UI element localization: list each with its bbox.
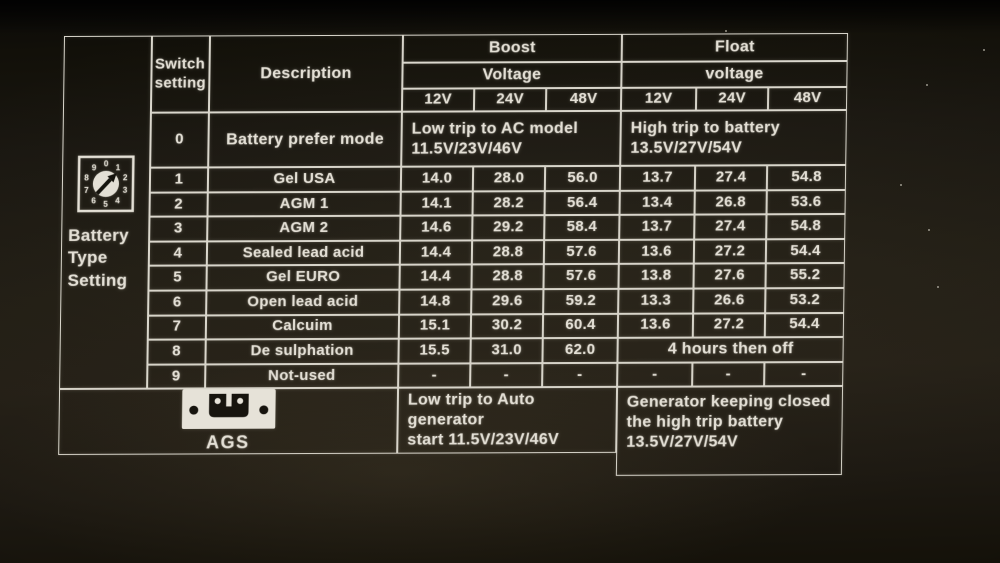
- svg-text:9: 9: [91, 163, 97, 173]
- float-value-cell: 26.6: [693, 288, 765, 313]
- boost-footer-note: Low trip to Auto generator start 11.5V/23V/46V: [397, 387, 617, 454]
- switch-setting-cell: 9: [147, 364, 205, 389]
- svg-text:1: 1: [115, 163, 121, 173]
- boost-value-cell: 15.1: [399, 314, 471, 339]
- dust-speck: [926, 84, 928, 86]
- float-value-cell: 27.4: [695, 165, 767, 190]
- float-value-cell: 54.8: [766, 214, 845, 239]
- description-cell: AGM 2: [207, 216, 400, 241]
- switch-setting-header: Switch setting: [151, 35, 210, 112]
- svg-text:0: 0: [103, 159, 109, 169]
- boost-value-cell: 14.6: [400, 216, 472, 241]
- switch-setting-cell: 6: [148, 290, 206, 315]
- battery-type-setting-label: Battery Type Setting: [67, 225, 130, 290]
- boost-value-cell: 28.0: [473, 166, 545, 191]
- boost-value-cell: 30.2: [471, 314, 543, 339]
- description-cell: Open lead acid: [206, 290, 399, 315]
- float-value-cell: 53.2: [765, 288, 844, 313]
- dust-speck: [937, 286, 939, 288]
- boost-value-cell: 14.8: [399, 289, 471, 314]
- float-value-cell: 27.4: [694, 214, 766, 239]
- dust-speck: [928, 229, 930, 231]
- float-merged-cell: 4 hours then off: [617, 337, 843, 362]
- battery-type-column: [59, 36, 152, 390]
- float-value-cell: 27.6: [693, 264, 765, 289]
- boost-value-cell: 14.4: [400, 240, 472, 265]
- svg-text:4: 4: [115, 196, 121, 206]
- boost-value-cell: 58.4: [544, 215, 619, 240]
- battery-settings-table: [58, 33, 848, 455]
- float-24v-header: 24V: [696, 87, 768, 110]
- float-value-cell: 27.2: [694, 239, 766, 264]
- boost-value-cell: 14.0: [401, 166, 473, 191]
- boost-value-cell: 59.2: [543, 289, 618, 314]
- float-value-cell: 13.4: [619, 190, 694, 215]
- boost-value-cell: -: [398, 363, 470, 388]
- boost-value-cell: 15.5: [398, 339, 470, 364]
- boost-header: Boost: [403, 34, 622, 63]
- description-header: Description: [209, 35, 403, 113]
- svg-text:5: 5: [103, 200, 109, 210]
- dust-speck: [983, 49, 985, 51]
- switch-setting-cell: 4: [149, 241, 207, 266]
- float-footer-note: Generator keeping closed the high trip battery 13.5V/27V/54V: [616, 386, 843, 476]
- svg-text:3: 3: [122, 185, 128, 195]
- switch-setting-cell: 7: [148, 315, 206, 340]
- float-value-cell: 54.8: [767, 165, 846, 190]
- ags-label: AGS: [205, 432, 250, 453]
- float-value-cell: 26.8: [695, 190, 767, 215]
- float-value-cell: 13.6: [619, 239, 694, 264]
- float-voltage-header: voltage: [621, 61, 847, 88]
- svg-text:6: 6: [91, 196, 97, 206]
- ags-cell: [58, 388, 398, 455]
- boost-value-cell: 57.6: [544, 240, 619, 265]
- boost-value-cell: -: [470, 363, 542, 388]
- rotary-switch-icon: [77, 155, 136, 213]
- boost-voltage-header: Voltage: [402, 62, 621, 89]
- float-value-cell: -: [617, 362, 692, 387]
- description-cell: Sealed lead acid: [207, 240, 400, 265]
- svg-text:2: 2: [122, 173, 128, 183]
- float-value-cell: 13.6: [618, 313, 693, 338]
- boost-value-cell: 29.6: [471, 289, 543, 314]
- boost-value-cell: 14.1: [400, 191, 472, 216]
- float-value-cell: 54.4: [765, 313, 844, 338]
- boost-value-cell: 14.4: [399, 265, 471, 290]
- dust-speck: [900, 184, 902, 186]
- float-value-cell: 13.7: [620, 166, 695, 191]
- float-value-cell: 55.2: [765, 263, 844, 288]
- float-value-cell: 27.2: [693, 313, 765, 338]
- boost-value-cell: 31.0: [470, 338, 542, 363]
- boost-value-cell: 57.6: [543, 264, 618, 289]
- float-value-cell: -: [692, 362, 764, 387]
- switch-setting-cell: 0: [150, 112, 209, 167]
- boost-value-cell: 56.0: [545, 166, 620, 191]
- boost-12v-header: 12V: [402, 88, 474, 111]
- float-48v-header: 48V: [768, 87, 847, 110]
- float-12v-header: 12V: [621, 88, 696, 111]
- boost-value-cell: 28.2: [472, 191, 544, 216]
- boost-48v-header: 48V: [546, 88, 621, 111]
- boost-value-cell: 56.4: [544, 190, 619, 215]
- description-cell: AGM 1: [207, 191, 400, 216]
- boost-value-cell: -: [542, 363, 617, 388]
- description-cell: Battery prefer mode: [208, 112, 402, 168]
- description-cell: De sulphation: [205, 339, 398, 364]
- boost-value-cell: 60.4: [543, 313, 618, 338]
- description-cell: Not-used: [205, 363, 398, 388]
- float-mode-cell: High trip to battery 13.5V/27V/54V: [620, 110, 847, 166]
- switch-setting-cell: 1: [150, 167, 208, 192]
- boost-value-cell: 28.8: [471, 265, 543, 290]
- boost-24v-header: 24V: [474, 88, 546, 111]
- boost-value-cell: 62.0: [542, 338, 617, 363]
- svg-text:7: 7: [84, 186, 90, 196]
- svg-text:8: 8: [84, 173, 90, 183]
- float-value-cell: 13.3: [618, 289, 693, 314]
- float-value-cell: 54.4: [766, 239, 845, 264]
- switch-setting-cell: 2: [149, 192, 207, 217]
- float-value-cell: -: [764, 362, 843, 387]
- switch-setting-cell: 3: [149, 217, 207, 242]
- dust-speck: [725, 30, 727, 32]
- float-value-cell: 53.6: [767, 190, 846, 215]
- boost-value-cell: 29.2: [472, 215, 544, 240]
- switch-setting-cell: 8: [147, 340, 205, 365]
- float-header: Float: [622, 33, 848, 62]
- description-cell: Calcuim: [206, 314, 399, 339]
- boost-value-cell: 28.8: [472, 240, 544, 265]
- description-cell: Gel EURO: [206, 265, 399, 290]
- boost-mode-cell: Low trip to AC model 11.5V/23V/46V: [401, 111, 621, 167]
- float-value-cell: 13.8: [618, 264, 693, 289]
- float-value-cell: 13.7: [619, 215, 694, 240]
- description-cell: Gel USA: [208, 167, 401, 192]
- ags-connector-icon: [178, 390, 279, 430]
- switch-setting-cell: 5: [148, 266, 206, 291]
